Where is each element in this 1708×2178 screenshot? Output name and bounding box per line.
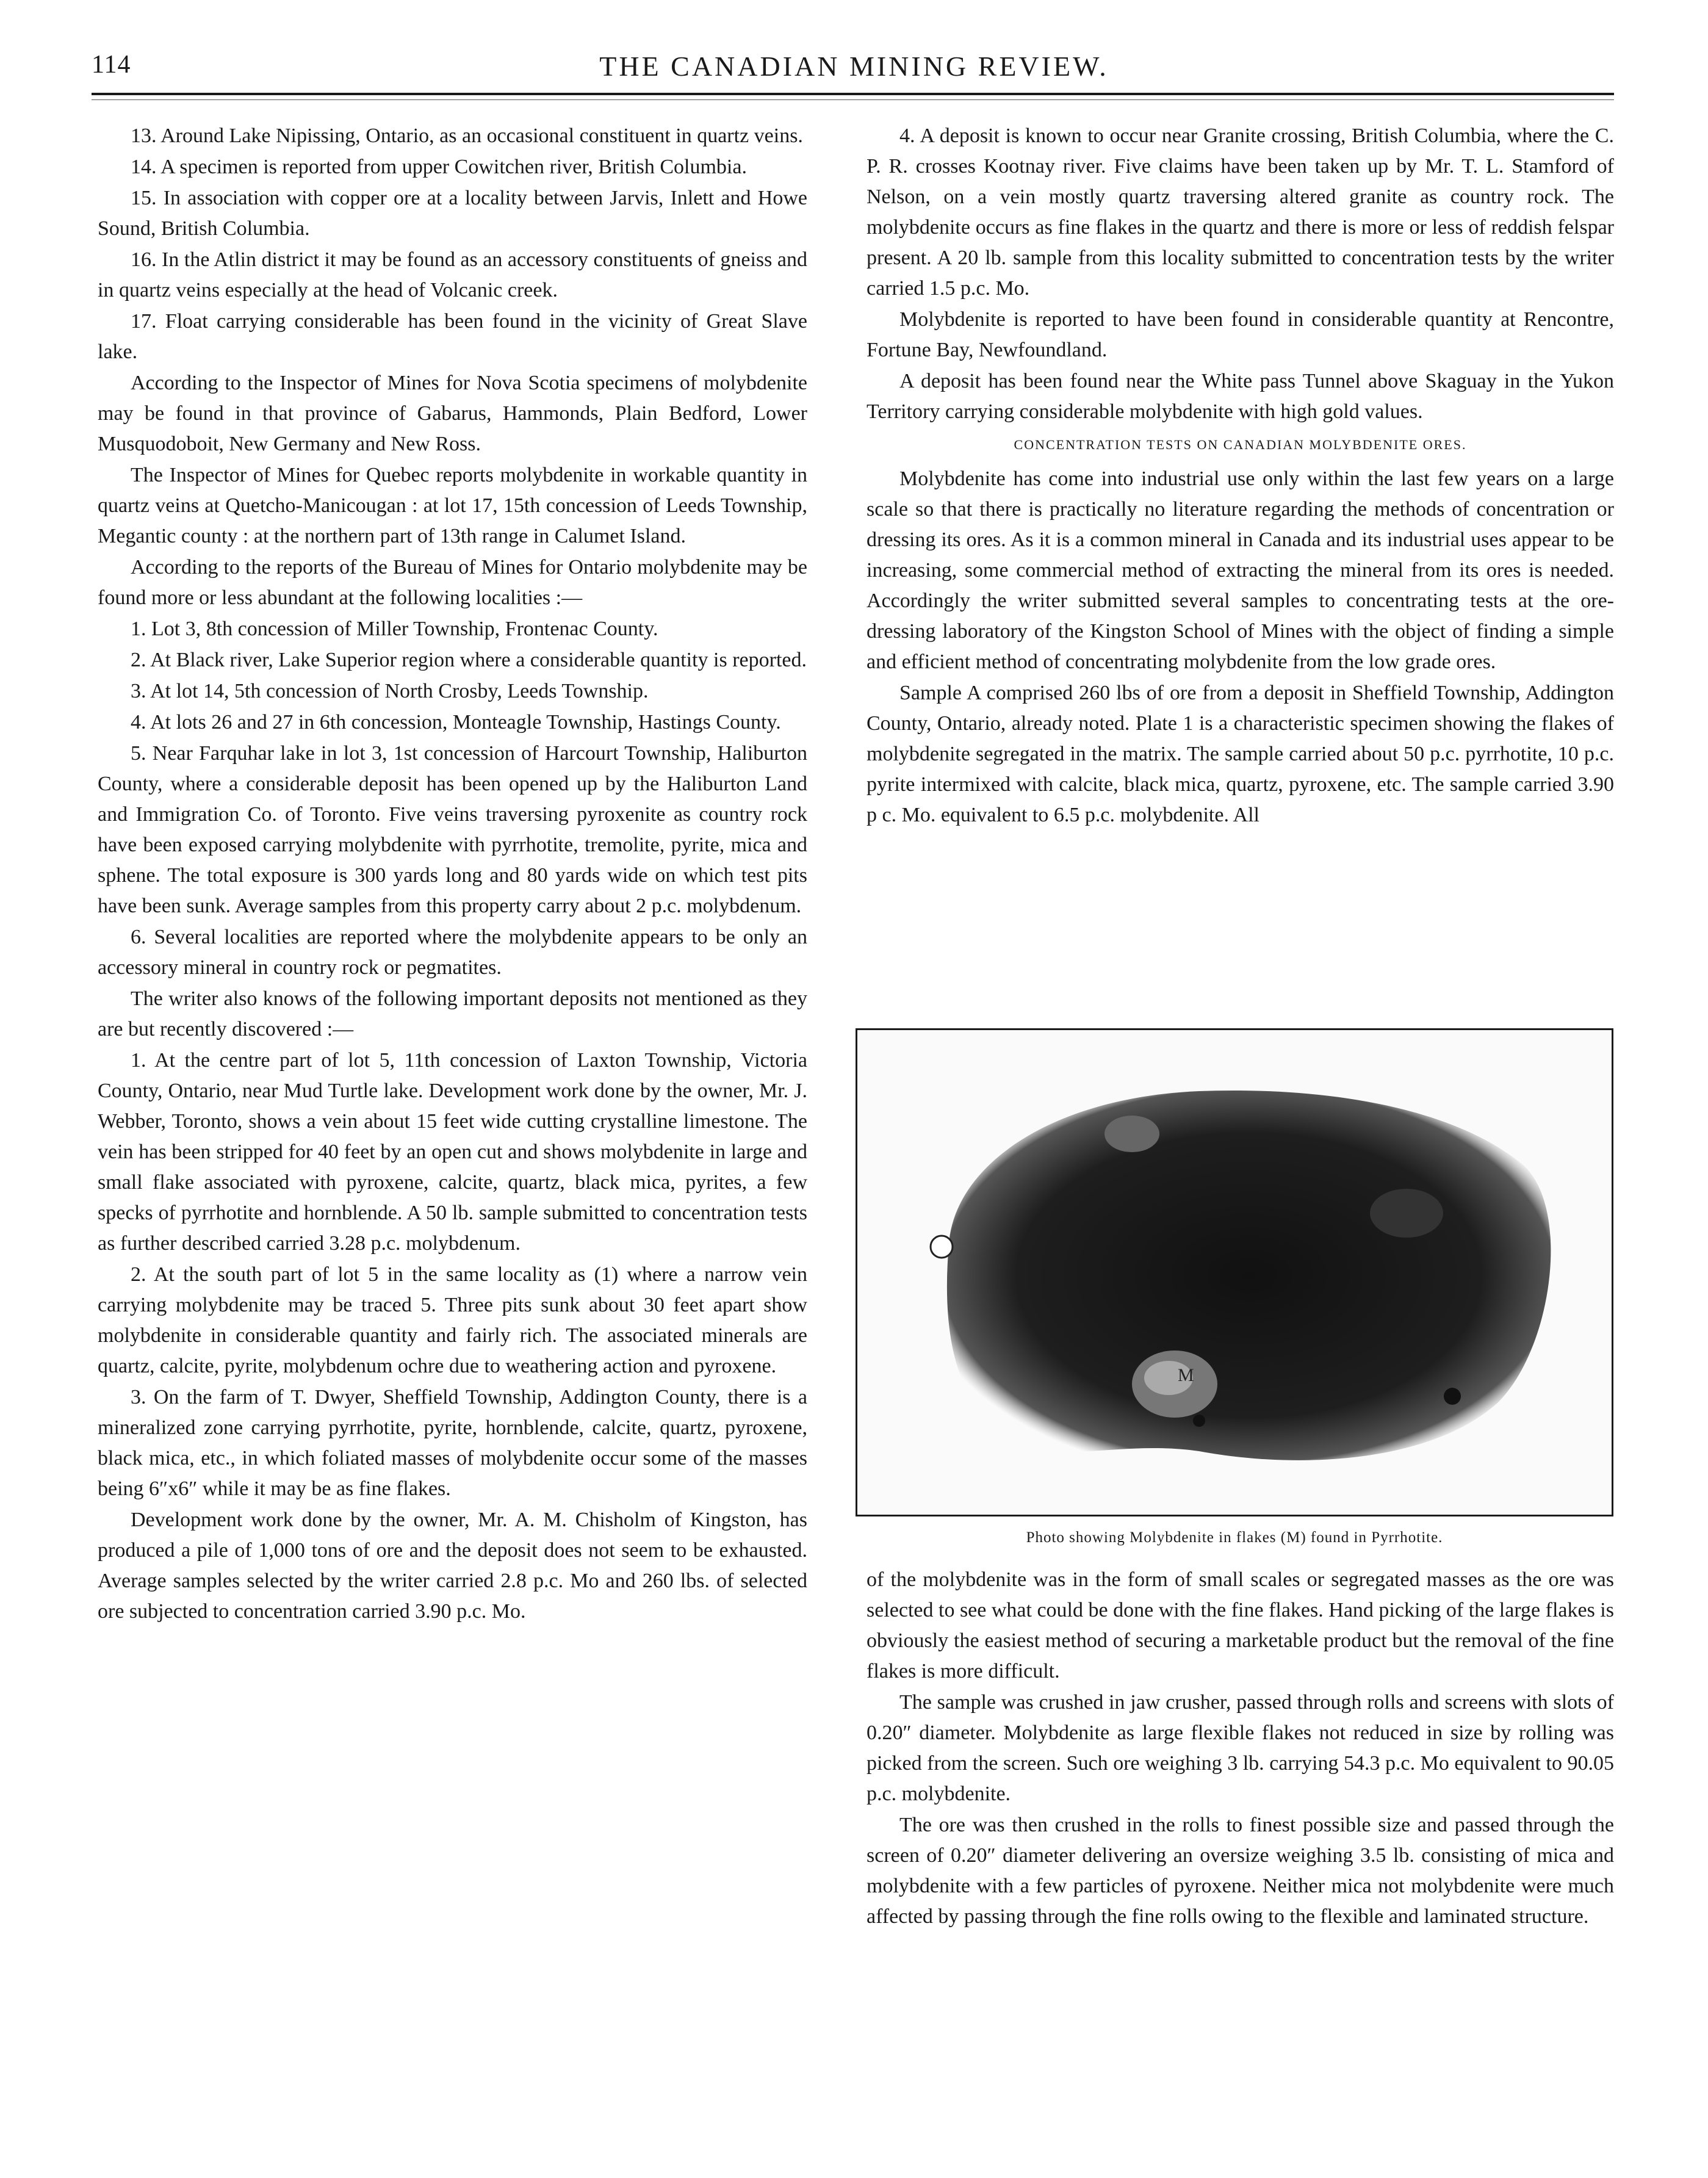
paragraph: 4. A deposit is known to occur near Granite crossing, British Columbia, where the C. P. R. crosses Kootnay river. Five claims have been taken up by Mr. T. L. Stamford of Nelson, on a vein mostly quartz traversing altered granite as country rock. The molybdenite occurs as fine flakes in the quartz and there is more or less of reddish felspar present. A 20 lb. sample from this locality submitted to concentration tests by the writer carried 1.5 p.c. Mo. bbox=[867, 124, 1614, 300]
paragraph: According to the Inspector of Mines for Nova Scotia specimens of molybdenite may be found in that province of Gabarus, Hammonds, Plain Bedford, Lower Musquodoboit, New Germany and New Ross. bbox=[98, 372, 807, 455]
paragraph: of the molybdenite was in the form of small scales or segregated masses as the ore was selected to see what could be done with the fine flakes. Hand picking of the large flakes is obviously the easiest method of securing a marketable product but the removal of the fine flakes is more difficult. bbox=[867, 1568, 1614, 1682]
paragraph: 14. A specimen is reported from upper Cowitchen river, British Columbia. bbox=[131, 156, 747, 178]
header-rule-thick bbox=[92, 93, 1614, 95]
paragraph: 5. Near Farquhar lake in lot 3, 1st concession of Harcourt Township, Haliburton County, where a considerable deposit has been opened up by the Haliburton Land and Immigration Co. of Toronto. Five veins traversing pyroxenite as country rock have been exposed carrying molybdenite with pyrrhotite, tremolite, pyrite, mica and sphene. The total exposure is 300 yards long and 80 yards wide on which test pits have been sunk. Average samples from this property carry about 2 p.c. molybdenum. bbox=[98, 742, 807, 917]
paragraph: 2. At Black river, Lake Superior region where a considerable quantity is reported. bbox=[131, 649, 807, 671]
header-rule-thin bbox=[92, 99, 1614, 100]
section-heading: CONCENTRATION TESTS ON CANADIAN MOLYBDENITE ORES. bbox=[1014, 437, 1467, 452]
paragraph: According to the reports of the Bureau of Mines for Ontario molybdenite may be found more or less abundant at the following localities :— bbox=[98, 556, 807, 609]
paragraph: Sample A comprised 260 lbs of ore from a deposit in Sheffield Township, Addington County, Ontario, already noted. Plate 1 is a characteristic specimen showing the flakes of molybdenite segregated in the matrix. The sample carried about 50 p.c. pyrrhotite, 10 p.c. pyrite intermixed with calcite, black mica, quartz, pyroxene, etc. The sample carried 3.90 p c. Mo. equivalent to 6.5 p.c. molybdenite. All bbox=[867, 682, 1614, 826]
paragraph: Molybdenite is reported to have been found in considerable quantity at Rencontre, Fortune Bay, Newfoundland. bbox=[867, 308, 1614, 361]
specimen-photo-image bbox=[857, 1030, 1612, 1515]
paragraph: Molybdenite has come into industrial use only within the last few years on a large scale so that there is practically no literature regarding the methods of concentration or dressing its ores. As it is a common mineral in Canada and its industrial uses appear to be increasing, some commercial method of extracting the mineral from its ores is needed. Accordingly the writer submitted several samples to concentrating tests at the ore-dressing laboratory of the Kingston School of Mines with the object of finding a simple and efficient method of concentrating molybdenite from the low grade ores. bbox=[867, 467, 1614, 673]
paragraph: The ore was then crushed in the rolls to finest possible size and passed through the screen of 0.20″ diameter delivering an oversize weighing 3.5 lb. consisting of mica and molybdenite with a few particles of pyroxene. Neither mica not molybdenite were much affected by passing through the fine rolls owing to the flexible and laminated structure. bbox=[867, 1814, 1614, 1928]
paragraph: Development work done by the owner, Mr. A. M. Chisholm of Kingston, has produced a pile of 1,000 tons of ore and the deposit does not seem to be exhausted. Average samples selected by the writer carried 2.8 p.c. Mo and 260 lbs. of selected ore subjected to concentration carried 3.90 p.c. Mo. bbox=[98, 1509, 807, 1623]
paragraph: 13. Around Lake Nipissing, Ontario, as an occasional constituent in quartz veins. bbox=[131, 124, 803, 147]
right-column-bottom bbox=[867, 1565, 1614, 1933]
paragraph: 1. At the centre part of lot 5, 11th concession of Laxton Township, Victoria County, Ontario, near Mud Turtle lake. Development work done by the owner, Mr. J. Webber, Toronto, shows a vein about 15 feet wide cutting crystalline limestone. The vein has been stripped for 40 feet by an open cut and shows molybdenite in large and small flake associated with pyroxene, calcite, quartz, black mica, pyrites, a few specks of pyrrhotite and hornblende. A 50 lb. sample submitted to concentration tests as further described carried 3.28 p.c. molybdenum. bbox=[98, 1049, 807, 1255]
paragraph: 6. Several localities are reported where the molybdenite appears to be only an accessory mineral in country rock or pegmatites. bbox=[98, 926, 807, 979]
paragraph: 15. In association with copper ore at a locality between Jarvis, Inlett and Howe Sound, British Columbia. bbox=[98, 187, 807, 240]
paragraph: The sample was crushed in jaw crusher, passed through rolls and screens with slots of 0.20″ diameter. Molybdenite as large flexible flakes not reduced in size by rolling was picked from the screen. Such ore weighing 3 lb. carrying 54.3 p.c. Mo equivalent to 90.05 p.c. molybdenite. bbox=[867, 1691, 1614, 1805]
paragraph: 3. At lot 14, 5th concession of North Crosby, Leeds Township. bbox=[131, 680, 649, 702]
running-head: THE CANADIAN MINING REVIEW. bbox=[599, 51, 1109, 82]
right-column-top bbox=[867, 121, 1614, 831]
paragraph: 4. At lots 26 and 27 in 6th concession, Monteagle Township, Hastings County. bbox=[131, 711, 781, 734]
left-column bbox=[98, 121, 807, 1628]
paragraph: 3. On the farm of T. Dwyer, Sheffield Township, Addington County, there is a mineralized zone carrying pyrrhotite, pyrite, hornblende, calcite, quartz, pyroxene, black mica, etc., in which foliated masses of molybdenite occur some of the masses being 6″x6″ while it may be as fine flakes. bbox=[98, 1386, 807, 1500]
paragraph: 2. At the south part of lot 5 in the same locality as (1) where a narrow vein carrying molybdenite may be traced 5. Three pits sunk about 30 feet apart show molybdenite in considerable quantity and fairly rich. The associated minerals are quartz, calcite, pyrite, molybdenum ochre due to weathering action and pyroxene. bbox=[98, 1263, 807, 1377]
flake-label: M bbox=[1178, 1365, 1194, 1385]
paragraph: 17. Float carrying considerable has been found in the vicinity of Great Slave lake. bbox=[98, 310, 807, 363]
figure-caption: Photo showing Molybdenite in flakes (M) found in Pyrrhotite. bbox=[1026, 1529, 1443, 1546]
specimen-photo bbox=[856, 1028, 1613, 1516]
paragraph: The Inspector of Mines for Quebec reports molybdenite in workable quantity in quartz veins at Quetcho-Manicougan : at lot 17, 15th concession of Leeds Township, Megantic county : at the northern part of 13th range in Calumet Island. bbox=[98, 464, 807, 547]
page-number: 114 bbox=[92, 51, 131, 79]
paragraph: 1. Lot 3, 8th concession of Miller Township, Frontenac County. bbox=[131, 618, 658, 640]
paragraph: 16. In the Atlin district it may be found as an accessory constituents of gneiss and in quartz veins especially at the head of Volcanic creek. bbox=[98, 248, 807, 301]
paragraph: The writer also knows of the following important deposits not mentioned as they are but recently discovered :— bbox=[98, 987, 807, 1040]
paragraph: A deposit has been found near the White pass Tunnel above Skaguay in the Yukon Territory carrying considerable molybdenite with high gold values. bbox=[867, 370, 1614, 423]
